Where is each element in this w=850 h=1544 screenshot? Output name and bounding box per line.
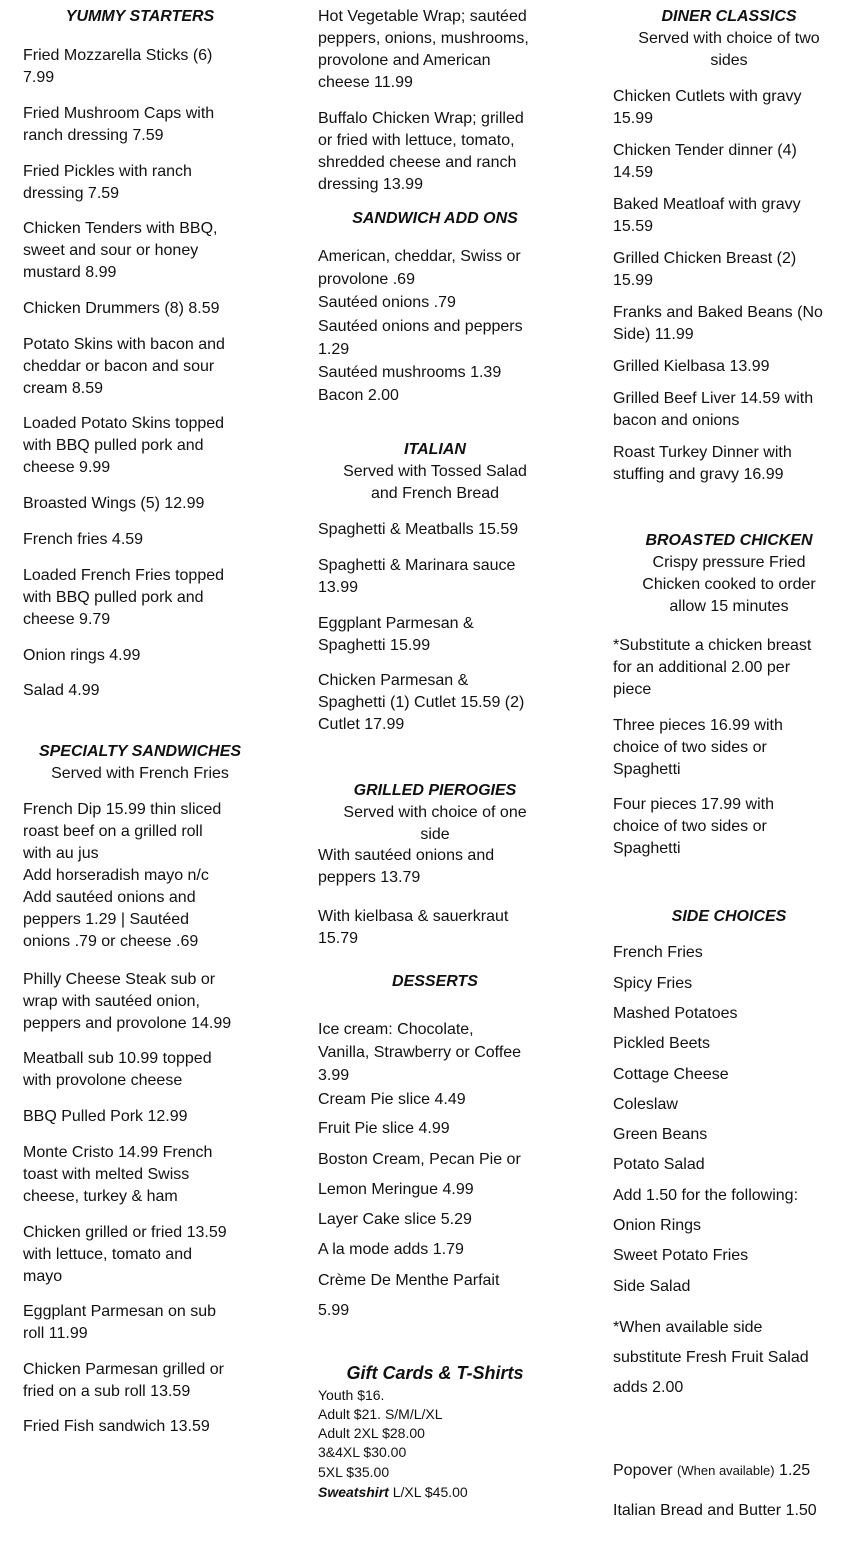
section-subtitle: Served with choice of one side: [343, 804, 527, 843]
menu-item: Chicken grilled or fried 13.59 with lettuce, tomato and mayo: [23, 1224, 227, 1285]
menu-item: A la mode adds 1.79: [318, 1241, 464, 1258]
section-subtitle: Served with choice of two sides: [638, 30, 820, 69]
gift-line: 3&4XL $30.00: [318, 1444, 407, 1460]
note-line: adds 2.00: [613, 1379, 684, 1396]
menu-item: Three pieces 16.99 with choice of two sides or Spaghetti: [613, 717, 783, 778]
menu-item: Chicken Drummers (8) 8.59: [23, 300, 220, 317]
menu-item: Eggplant Parmesan & Spaghetti 15.99: [318, 615, 474, 654]
gift-line: 5XL $35.00: [318, 1464, 390, 1480]
side-item: Pickled Beets: [613, 1035, 710, 1052]
menu-item: Lemon Meringue 4.99: [318, 1181, 474, 1198]
addons-list: American, cheddar, Swiss or provolone .69 Sautéed onions .79 Sautéed onions and peppers 1.29 Sautéed mushrooms 1.39 Bacon 2.00: [318, 248, 523, 405]
desserts-list: Ice cream: Chocolate, Vanilla, Strawberry or Coffee 3.99 Cream Pie slice 4.49: [318, 1021, 522, 1108]
heading-grilled-pierogies: GRILLED PIEROGIES: [353, 782, 517, 799]
menu-item: Layer Cake slice 5.29: [318, 1211, 472, 1228]
heading-specialty-sandwiches: SPECIALTY SANDWICHES: [38, 743, 242, 760]
sweatshirt-label: Sweatshirt: [318, 1484, 389, 1500]
sweatshirt-price: L/XL $45.00: [388, 1484, 468, 1500]
menu-item: Crème De Menthe Parfait: [318, 1272, 500, 1289]
menu-item: Meatball sub 10.99 topped with provolone cheese: [23, 1050, 212, 1089]
menu-item: With sautéed onions and peppers 13.79: [318, 847, 495, 886]
gift-line: Adult 2XL $28.00: [318, 1425, 425, 1441]
menu-item: Franks and Baked Beans (No Side) 11.99: [613, 304, 823, 343]
menu-item: Roast Turkey Dinner with stuffing and gravy 16.99: [613, 444, 792, 483]
menu-item: Salad 4.99: [23, 682, 100, 699]
gift-line: Youth $16.: [318, 1387, 385, 1403]
side-item: Green Beans: [613, 1126, 708, 1143]
menu-item: Chicken Tender dinner (4) 14.59: [613, 142, 797, 181]
menu-item: Buffalo Chicken Wrap; grilled or fried with lettuce, tomato, shredded cheese and ranch dressing 13.99: [318, 110, 524, 193]
menu-item: Grilled Beef Liver 14.59 with bacon and onions: [613, 390, 814, 429]
menu-item: Loaded Potato Skins topped with BBQ pulled pork and cheese 9.99: [23, 415, 225, 476]
menu-item: Spaghetti & Marinara sauce 13.99: [318, 557, 516, 596]
menu-item: Hot Vegetable Wrap; sautéed peppers, onions, mushrooms, provolone and American cheese 11.99: [318, 8, 529, 91]
heading-gift-cards: Gift Cards & T-Shirts: [346, 1363, 524, 1383]
side-item: Potato Salad: [613, 1156, 705, 1173]
menu-item: Four pieces 17.99 with choice of two sides or Spaghetti: [613, 796, 774, 857]
menu-item: Eggplant Parmesan on sub roll 11.99: [23, 1303, 217, 1342]
section-subtitle: Crispy pressure Fried Chicken cooked to order allow 15 minutes: [642, 554, 816, 615]
heading-desserts: DESSERTS: [392, 973, 478, 990]
menu-item: BBQ Pulled Pork 12.99: [23, 1108, 188, 1125]
popover-item: [613, 1460, 810, 1482]
menu-item: French Dip 15.99 thin sliced roast beef on a grilled roll with au jus Add horseradish mayo n/c Add sautéed onions and peppers 1.29 | Sautéed onions .79 or cheese .69: [23, 801, 222, 950]
popover-note: (When available): [677, 1463, 775, 1478]
menu-item: With kielbasa & sauerkraut 15.79: [318, 908, 509, 947]
menu-item: Fried Fish sandwich 13.59: [23, 1418, 210, 1435]
note-line: substitute Fresh Fruit Salad: [613, 1349, 809, 1366]
menu-item: Broasted Wings (5) 12.99: [23, 495, 205, 512]
menu-item: Grilled Chicken Breast (2) 15.99: [613, 250, 797, 289]
menu-item: Onion rings 4.99: [23, 647, 141, 664]
heading-italian: ITALIAN: [404, 441, 466, 458]
popover-price: 1.25: [774, 1462, 811, 1479]
menu-item: Monte Cristo 14.99 French toast with melted Swiss cheese, turkey & ham: [23, 1144, 213, 1205]
side-item: Coleslaw: [613, 1096, 678, 1113]
menu-item: Grilled Kielbasa 13.99: [613, 358, 770, 375]
side-item: Add 1.50 for the following:: [613, 1187, 799, 1204]
side-item: Spicy Fries: [613, 975, 693, 992]
heading-side-choices: SIDE CHOICES: [671, 908, 787, 925]
menu-item: Loaded French Fries topped with BBQ pulled pork and cheese 9.79: [23, 567, 225, 628]
note-line: *When available side: [613, 1319, 763, 1336]
gift-line: Adult $21. S/M/L/XL: [318, 1406, 443, 1422]
menu-item: Philly Cheese Steak sub or wrap with sautéed onion, peppers and provolone 14.99: [23, 971, 232, 1032]
menu-item: *Substitute a chicken breast for an additional 2.00 per piece: [613, 637, 812, 698]
menu-item: 5.99: [318, 1302, 350, 1319]
menu-item: Chicken Parmesan grilled or fried on a sub roll 13.59: [23, 1361, 224, 1400]
heading-sandwich-add-ons: SANDWICH ADD ONS: [352, 210, 518, 227]
menu-item: Boston Cream, Pecan Pie or: [318, 1151, 521, 1168]
heading-broasted-chicken: BROASTED CHICKEN: [645, 532, 813, 549]
popover-label: Popover: [613, 1462, 678, 1479]
gift-line-sweatshirt: [318, 1482, 468, 1502]
menu-item: Spaghetti & Meatballs 15.59: [318, 521, 519, 538]
menu-item: Fried Mushroom Caps with ranch dressing 7.59: [23, 105, 215, 144]
section-subtitle: Served with French Fries: [51, 765, 229, 782]
heading-yummy-starters: YUMMY STARTERS: [65, 8, 215, 25]
menu-item: French fries 4.59: [23, 531, 144, 548]
menu-item: Fried Pickles with ranch dressing 7.59: [23, 163, 192, 202]
menu-item: Fruit Pie slice 4.99: [318, 1120, 450, 1137]
menu-item: Baked Meatloaf with gravy 15.59: [613, 196, 801, 235]
side-item: Cottage Cheese: [613, 1066, 729, 1083]
section-subtitle: Served with Tossed Salad and French Bread: [343, 463, 527, 502]
side-item: French Fries: [613, 944, 703, 961]
heading-diner-classics: DINER CLASSICS: [661, 8, 797, 25]
menu-item: Chicken Tenders with BBQ, sweet and sour or honey mustard 8.99: [23, 220, 218, 281]
side-item: Side Salad: [613, 1278, 691, 1295]
side-item: Mashed Potatoes: [613, 1005, 738, 1022]
side-item: Onion Rings: [613, 1217, 702, 1234]
bread-item: Italian Bread and Butter 1.50: [613, 1502, 817, 1519]
menu-item: Chicken Cutlets with gravy 15.99: [613, 88, 802, 127]
side-item: Sweet Potato Fries: [613, 1247, 749, 1264]
menu-item: Fried Mozzarella Sticks (6) 7.99: [23, 47, 213, 86]
menu-item: Potato Skins with bacon and cheddar or bacon and sour cream 8.59: [23, 336, 225, 397]
menu-item: Chicken Parmesan & Spaghetti (1) Cutlet 15.59 (2) Cutlet 17.99: [318, 672, 525, 733]
